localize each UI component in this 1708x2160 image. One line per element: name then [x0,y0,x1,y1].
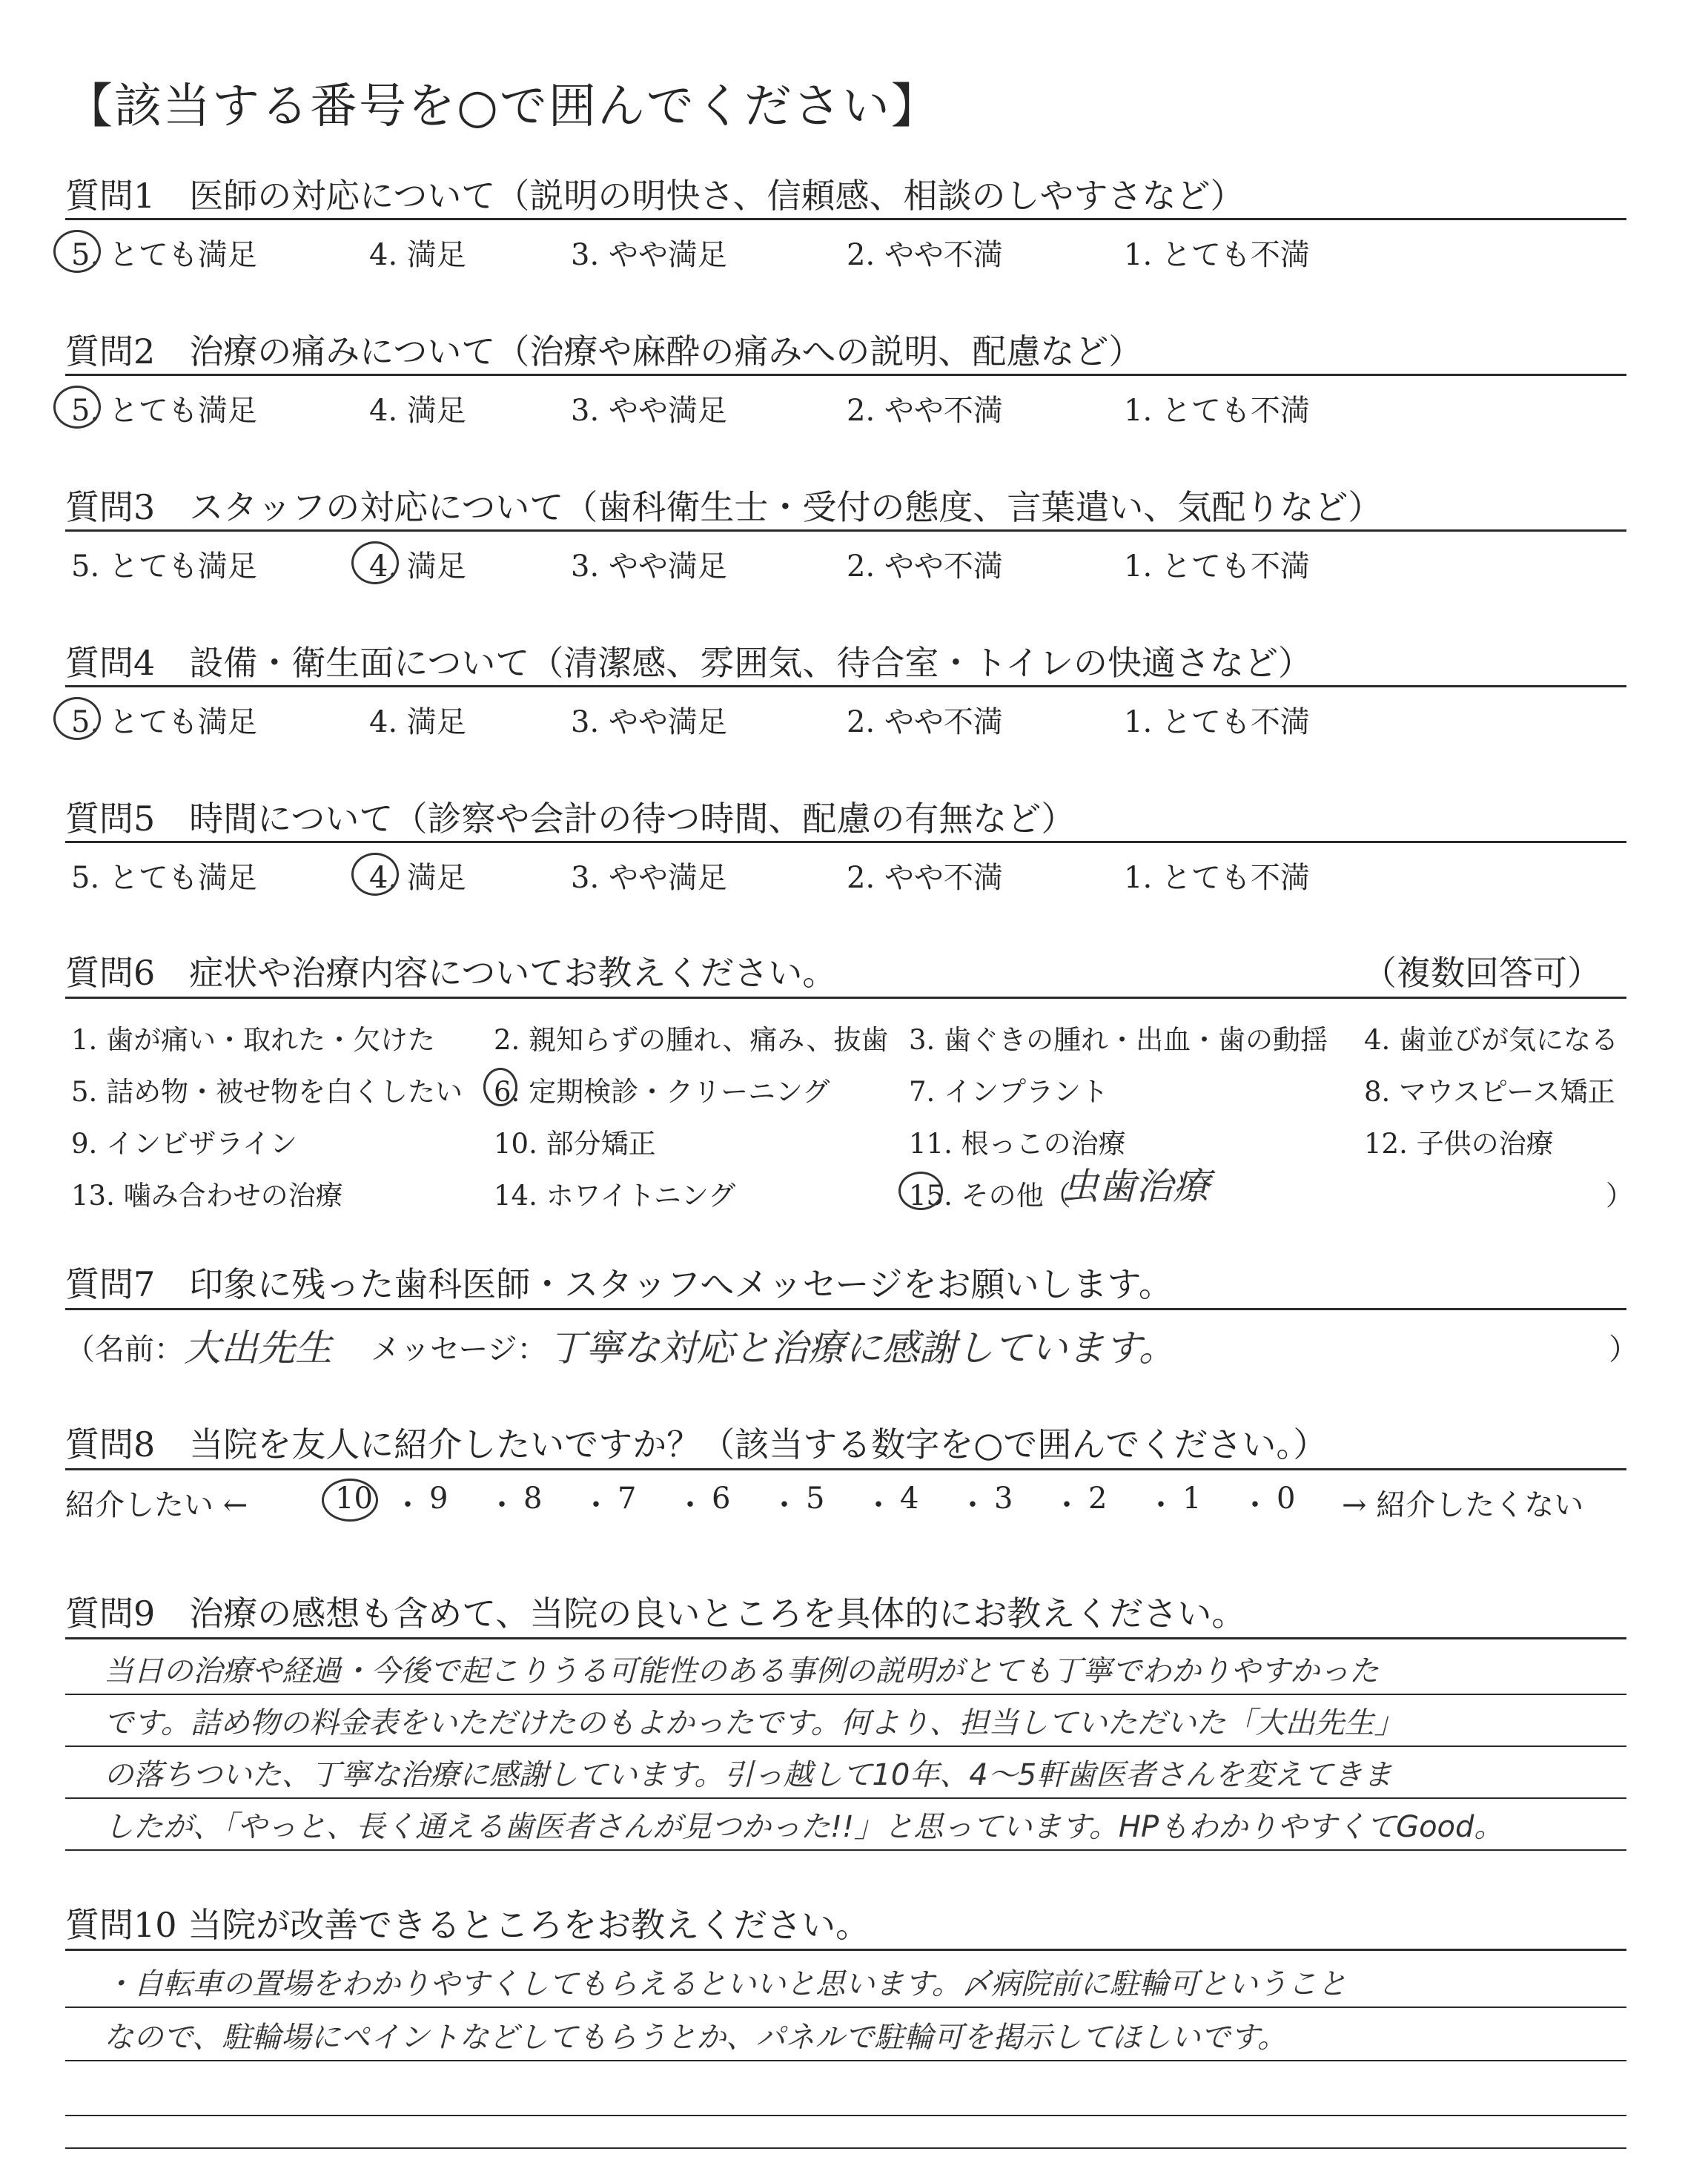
q8-scale-10[interactable]: 10 [335,1482,373,1516]
q3-label: 質問3 スタッフの対応について（歯科衛生士・受付の態度、言葉遣い、気配りなど） [65,487,1383,527]
q9-writing-rule [65,1694,1626,1695]
q8-scale-7[interactable]: 7 [618,1482,637,1516]
q3-option-1[interactable]: 1. とても不満 [1124,549,1310,584]
q4-option-1[interactable]: 1. とても不満 [1124,705,1310,739]
q8-scale-5[interactable]: 5 [806,1482,825,1516]
q9-answer-line-2[interactable]: です。詰め物の料金表をいただけたのもよかったです。何より、担当していただいた「大出先生」 [104,1706,1404,1740]
q8-scale-9[interactable]: 9 [429,1482,448,1516]
q10-answer-line-2[interactable]: なので、駐輪場にペイントなどしてもらうとか、パネルで駐輪可を掲示してほしいです。 [104,2021,1287,2055]
q6-option-5[interactable]: 5. 詰め物・被せ物を白くしたい [71,1076,463,1108]
q6-option-7[interactable]: 7. インプラント [909,1076,1109,1108]
q8-left-label: 紹介したい ← [65,1488,248,1522]
q9-writing-rule [65,1797,1626,1799]
q4-rule [65,685,1626,687]
q7-label: 質問7 印象に残った歯科医師・スタッフへメッセージをお願いします。 [65,1264,1173,1304]
q7-name-value[interactable]: 大出先生 [184,1327,332,1370]
q7-close-paren: ） [1609,1332,1638,1367]
q7-rule [65,1308,1626,1310]
q6-option-9[interactable]: 9. インビザライン [71,1128,297,1160]
q4-selection-circle [53,697,101,740]
q3-option-2[interactable]: 2. やや不満 [847,549,1003,584]
q8-separator-dot: ・ [581,1488,611,1522]
q6-other-text[interactable]: 虫歯治療 [1062,1165,1210,1208]
q2-label: 質問2 治療の痛みについて（治療や麻酔の痛みへの説明、配慮など） [65,331,1143,371]
q8-selection-circle [322,1479,378,1522]
q8-scale-3[interactable]: 3 [994,1482,1013,1516]
q2-option-1[interactable]: 1. とても不満 [1124,394,1310,428]
q5-option-3[interactable]: 3. やや満足 [571,861,727,895]
q6-option-2[interactable]: 2. 親知らずの腫れ、痛み、抜歯 [494,1024,889,1056]
q1-option-4[interactable]: 4. 満足 [369,238,466,272]
q10-writing-rule-empty [65,2147,1626,2149]
q3-option-5[interactable]: 5. とても満足 [71,549,257,584]
q10-rule [65,1949,1626,1951]
q7-message-value[interactable]: 丁寧な対応と治療に感謝しています。 [549,1327,1176,1370]
q5-rule [65,841,1626,843]
q8-label: 質問8 当院を友人に紹介したいですか？（該当する数字を○で囲んでください。） [65,1424,1328,1464]
page-title: 【該当する番号を○で囲んでください】 [65,79,940,134]
q4-option-5[interactable]: 5. とても満足 [71,705,257,739]
q10-writing-rule [65,2007,1626,2008]
q9-label: 質問9 治療の感想も含めて、当院の良いところを具体的にお教えください。 [65,1593,1246,1634]
q8-scale-6[interactable]: 6 [712,1482,731,1516]
q3-rule [65,529,1626,532]
q8-scale-2[interactable]: 2 [1088,1482,1108,1516]
q10-writing-rule [65,2060,1626,2061]
q5-option-4[interactable]: 4. 満足 [369,861,466,895]
q8-separator-dot: ・ [393,1488,423,1522]
q6-rule [65,997,1626,999]
q8-scale-0[interactable]: 0 [1277,1482,1296,1516]
q8-separator-dot: ・ [958,1488,987,1522]
q4-option-4[interactable]: 4. 満足 [369,705,466,739]
q8-scale-8[interactable]: 8 [523,1482,543,1516]
q6-option-4[interactable]: 4. 歯並びが気になる [1364,1024,1619,1056]
q9-answer-line-1[interactable]: 当日の治療や経過・今後で起こりうる可能性のある事例の説明がとても丁寧でわかりやすかった [104,1654,1379,1688]
q6-option-10[interactable]: 10. 部分矯正 [494,1128,656,1160]
q1-option-1[interactable]: 1. とても不満 [1124,238,1310,272]
q1-option-2[interactable]: 2. やや不満 [847,238,1003,272]
q6-label: 質問6 症状や治療内容についてお教えください。 [65,953,837,993]
q7-message-label: メッセージ： [371,1332,547,1367]
q8-rule [65,1468,1626,1470]
q5-option-5[interactable]: 5. とても満足 [71,861,257,895]
q8-scale-4[interactable]: 4 [900,1482,919,1516]
q6-other-close-paren: ） [1606,1180,1633,1212]
q1-label: 質問1 医師の対応について（説明の明快さ、信頼感、相談のしやすさなど） [65,176,1245,216]
q8-separator-dot: ・ [769,1488,799,1522]
q6-selection-circle-6 [483,1068,517,1106]
q8-separator-dot: ・ [1052,1488,1082,1522]
q9-answer-line-4[interactable]: したが、「やっと、長く通える歯医者さんが見つかった!!」と思っています。HPもわかりやすくてGood。 [104,1810,1504,1844]
q6-option-3[interactable]: 3. 歯ぐきの腫れ・出血・歯の動揺 [909,1024,1328,1056]
q2-option-3[interactable]: 3. やや満足 [571,394,727,428]
q8-right-label: → 紹介したくない [1342,1488,1584,1522]
q8-separator-dot: ・ [1240,1488,1270,1522]
q8-separator-dot: ・ [864,1488,893,1522]
q3-option-3[interactable]: 3. やや満足 [571,549,727,584]
q4-label: 質問4 設備・衛生面について（清潔感、雰囲気、待合室・トイレの快適さなど） [65,643,1313,683]
q5-option-1[interactable]: 1. とても不満 [1124,861,1310,895]
q8-separator-dot: ・ [675,1488,705,1522]
q10-label: 質問10 当院が改善できるところをお教えください。 [65,1905,870,1945]
q10-answer-line-1[interactable]: ・自転車の置場をわかりやすくしてもらえるといいと思います。〆病院前に駐輪可ということ [104,1967,1347,2001]
q6-option-8[interactable]: 8. マウスピース矯正 [1364,1076,1615,1108]
q9-writing-rule [65,1849,1626,1851]
q1-rule [65,218,1626,220]
q6-option-6[interactable]: 6. 定期検診・クリーニング [494,1076,830,1108]
q7-name-label: （名前： [65,1332,184,1367]
q9-answer-line-3[interactable]: の落ちついた、丁寧な治療に感謝しています。引っ越して10年、4～5軒歯医者さんを変えてきま [104,1758,1393,1792]
q2-option-5[interactable]: 5. とても満足 [71,394,257,428]
q4-option-2[interactable]: 2. やや不満 [847,705,1003,739]
q2-selection-circle [53,386,101,429]
q6-selection-circle-15 [898,1172,943,1210]
q2-option-4[interactable]: 4. 満足 [369,394,466,428]
q8-separator-dot: ・ [487,1488,517,1522]
q5-selection-circle [351,853,399,896]
q4-option-3[interactable]: 3. やや満足 [571,705,727,739]
q6-option-13[interactable]: 13. 噛み合わせの治療 [71,1180,343,1212]
q10-writing-rule-empty [65,2115,1626,2116]
q5-label: 質問5 時間について（診察や会計の待つ時間、配慮の有無など） [65,799,1076,839]
q8-scale-1[interactable]: 1 [1182,1482,1202,1516]
q9-rule [65,1637,1626,1639]
q9-writing-rule [65,1745,1626,1747]
q1-option-3[interactable]: 3. やや満足 [571,238,727,272]
q3-selection-circle [351,541,399,584]
q6-option-12[interactable]: 12. 子供の治療 [1364,1128,1554,1160]
q1-selection-circle [53,230,101,273]
q3-option-4[interactable]: 4. 満足 [369,549,466,584]
q6-option-11[interactable]: 11. 根っこの治療 [909,1128,1126,1160]
q5-option-2[interactable]: 2. やや不満 [847,861,1003,895]
q6-option-1[interactable]: 1. 歯が痛い・取れた・欠けた [71,1024,436,1056]
q6-option-15[interactable]: 15. その他（ [909,1180,1071,1212]
q6-multi-note: （複数回答可） [1363,953,1601,993]
q2-option-2[interactable]: 2. やや不満 [847,394,1003,428]
q1-option-5[interactable]: 5. とても満足 [71,238,257,272]
q6-option-14[interactable]: 14. ホワイトニング [494,1180,736,1212]
q8-separator-dot: ・ [1146,1488,1176,1522]
q2-rule [65,374,1626,376]
